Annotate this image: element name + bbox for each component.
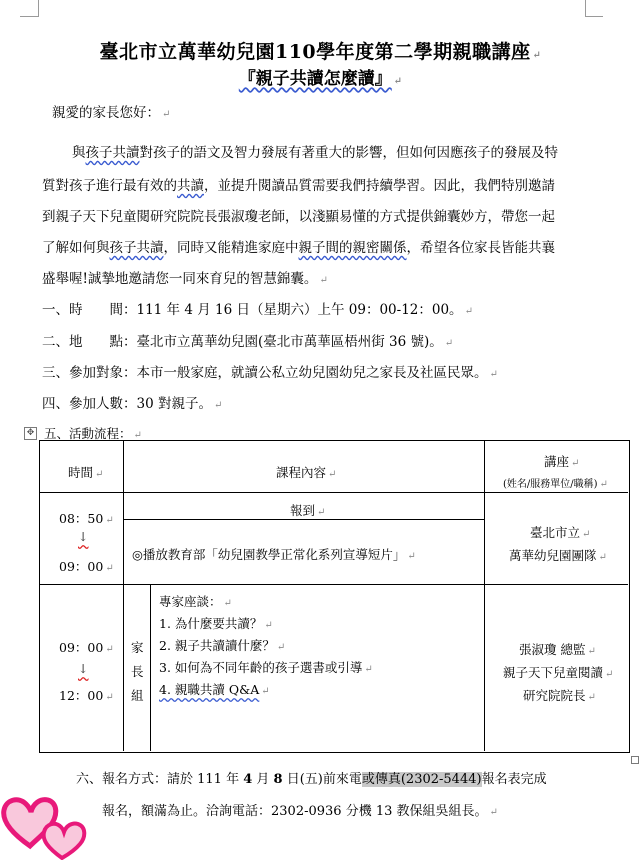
table-move-icon[interactable]: ✥: [24, 427, 37, 440]
table-row-line: [40, 584, 628, 585]
document-subtitle: 『親子共讀怎麼讀』 ↵: [238, 69, 403, 89]
row2-point-3: 3. 如何為不同年齡的孩子選書或引導 ↵: [159, 660, 373, 675]
crop-mark: [585, 0, 586, 17]
row1-time-start: 08：50 ↵: [59, 511, 114, 526]
schedule-table: [39, 440, 630, 753]
item-time: 一、時 間：111 年 4 月 16 日（星期六）上午 09：00-12：00。 ↵: [42, 302, 473, 318]
item-count: 四、參加人數：30 對親子。 ↵: [42, 396, 223, 412]
row1-time-end: 09：00 ↵: [59, 559, 114, 574]
table-col-line: [484, 441, 485, 751]
table-col-line: [123, 441, 124, 751]
intro-line-1: 與孩子共讀對孩子的語文及智力發展有著重大的影響，但如何因應孩子的發展及特: [72, 145, 558, 161]
table-resize-icon[interactable]: [631, 756, 639, 764]
row2-point-2: 2. 親子共讀讀什麼？ ↵: [159, 638, 286, 653]
document-title: 臺北市立萬華幼兒園110學年度第二學期親職講座 ↵: [99, 41, 542, 63]
row2-time-end: 12：00 ↵: [59, 688, 114, 703]
hearts-decoration: [0, 788, 100, 860]
row2-group-1: 家: [131, 640, 144, 655]
row2-point-1: 1. 為什麼要共讀？ ↵: [159, 616, 273, 631]
row2-group-2: 長: [131, 664, 144, 679]
greeting: 親愛的家長您好： ↵: [52, 105, 171, 121]
item-audience: 三、參加對象：本市一般家庭，就讀公私立幼兒園幼兒之家長及社區民眾。 ↵: [42, 365, 498, 381]
row2-speaker-line3: 研究院院長 ↵: [523, 688, 596, 703]
heart-small-icon: [44, 823, 85, 858]
intro-line-4: 了解如何與孩子共讀，同時又能精進家庭中親子間的親密關係，希望各位家長皆能共襄: [42, 240, 555, 256]
row2-title: 專家座談： ↵: [159, 594, 232, 609]
row2-time-arrow: ↓: [78, 661, 89, 676]
row2-speaker-line2: 親子天下兒童閱讀 ↵: [503, 665, 614, 680]
header-content: 課程內容 ↵: [276, 465, 337, 480]
intro-line-3: 到親子天下兒童閱研究院院長張淑瓊老師，以淺顯易懂的方式提供錦囊妙方，帶您一起: [42, 209, 555, 225]
registration-line-1: 六、報名方式：請於 111 年 4 月 8 日(五)前來電或傳真(2302-5444)報名表完成: [76, 772, 547, 787]
registration-line-2: 報名，額滿為止。洽詢電話：2302-0936 分機 13 教保組吳組長。 ↵: [102, 804, 498, 819]
table-row-line: [40, 492, 628, 493]
row2-group-3: 組: [131, 688, 144, 703]
row1-speaker-line1: 臺北市立 ↵: [530, 525, 591, 540]
row2-speaker-line1: 張淑瓊 總監 ↵: [519, 642, 596, 657]
table-col-line: [150, 584, 151, 751]
crop-mark: [38, 0, 39, 17]
intro-line-2: 質對孩子進行最有效的共讀，並提升閱讀品質需要我們持續學習。因此，我們特別邀請: [42, 178, 555, 194]
row1-speaker-line2: 萬華幼兒園團隊 ↵: [509, 548, 607, 563]
crop-mark: [585, 16, 603, 17]
header-speaker-sub: (姓名/服務單位/職稱) ↵: [503, 479, 608, 490]
item-schedule: 五、活動流程： ↵: [44, 426, 142, 441]
table-row-line: [123, 519, 484, 520]
header-speaker: 講座 ↵: [544, 454, 580, 469]
row2-point-4: 4. 親職共讀 Q&A ↵: [159, 682, 270, 697]
item-location: 二、地 點：臺北市立萬華幼兒園(臺北市萬華區梧州街 36 號)。 ↵: [42, 334, 454, 350]
row1-video: ◎播放教育部「幼兒園教學正常化系列宣導短片」 ↵: [132, 547, 416, 562]
row1-time-arrow: ↓: [78, 529, 89, 544]
row2-time-start: 09：00 ↵: [59, 640, 114, 655]
intro-line-5: 盛舉喔!誠摯地邀請您一同來育兒的智慧錦囊。 ↵: [42, 271, 328, 287]
crop-mark: [20, 16, 38, 17]
row1-checkin: 報到 ↵: [290, 503, 326, 518]
header-time: 時間 ↵: [68, 465, 104, 480]
